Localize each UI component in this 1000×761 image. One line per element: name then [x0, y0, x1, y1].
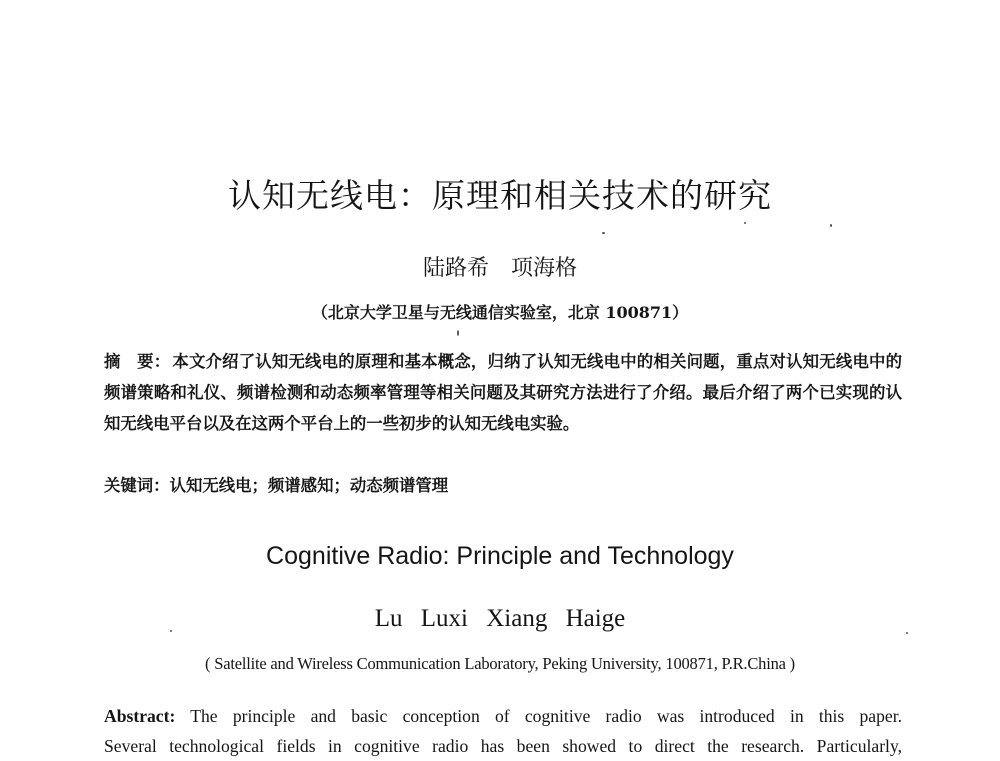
english-abstract-line-1	[104, 701, 902, 731]
chinese-abstract-label: 摘 要：	[104, 352, 171, 371]
english-abstract-text-1: The principle and basic conception of cognitive radio was introduced in this paper.	[190, 706, 902, 726]
scan-speck	[170, 630, 172, 632]
scan-speck	[906, 632, 908, 634]
chinese-authors: 陆路希 项海格	[422, 256, 577, 281]
chinese-affiliation: （北京大学卫星与无线通信实验室，北京 100871）	[311, 303, 689, 322]
chinese-keywords	[104, 472, 902, 500]
english-abstract-label: Abstract:	[104, 706, 176, 726]
english-title: Cognitive Radio: Principle and Technology	[266, 542, 734, 570]
scan-speck	[744, 222, 746, 224]
english-authors: Lu Luxi Xiang Haige	[374, 605, 626, 632]
scan-speck	[830, 224, 832, 227]
english-affiliation: ( Satellite and Wireless Communication Laboratory, Peking University, 100871, P.R.China )	[205, 654, 795, 673]
chinese-abstract-text: 本文介绍了认知无线电的原理和基本概念，归纳了认知无线电中的相关问题，重点对认知无线电中的频谱策略和礼仪、频谱检测和动态频率管理等相关问题及其研究方法进行了介绍。最后介绍了两个已实现的认知无线电平台以及在这两个平台上的一些初步的认知无线电实验。	[104, 352, 903, 433]
chinese-keywords-label: 关键词：	[104, 476, 170, 495]
chinese-title: 认知无线电：原理和相关技术的研究	[228, 176, 772, 215]
english-abstract	[104, 701, 902, 761]
chinese-abstract	[104, 346, 902, 439]
scan-speck	[602, 232, 605, 234]
chinese-keywords-text: 认知无线电；频谱感知；动态频谱管理	[169, 476, 449, 495]
scan-speck	[457, 330, 459, 336]
english-abstract-line-2: Several technological fields in cognitive radio has been showed to direct the research. Particularly,	[104, 736, 902, 756]
